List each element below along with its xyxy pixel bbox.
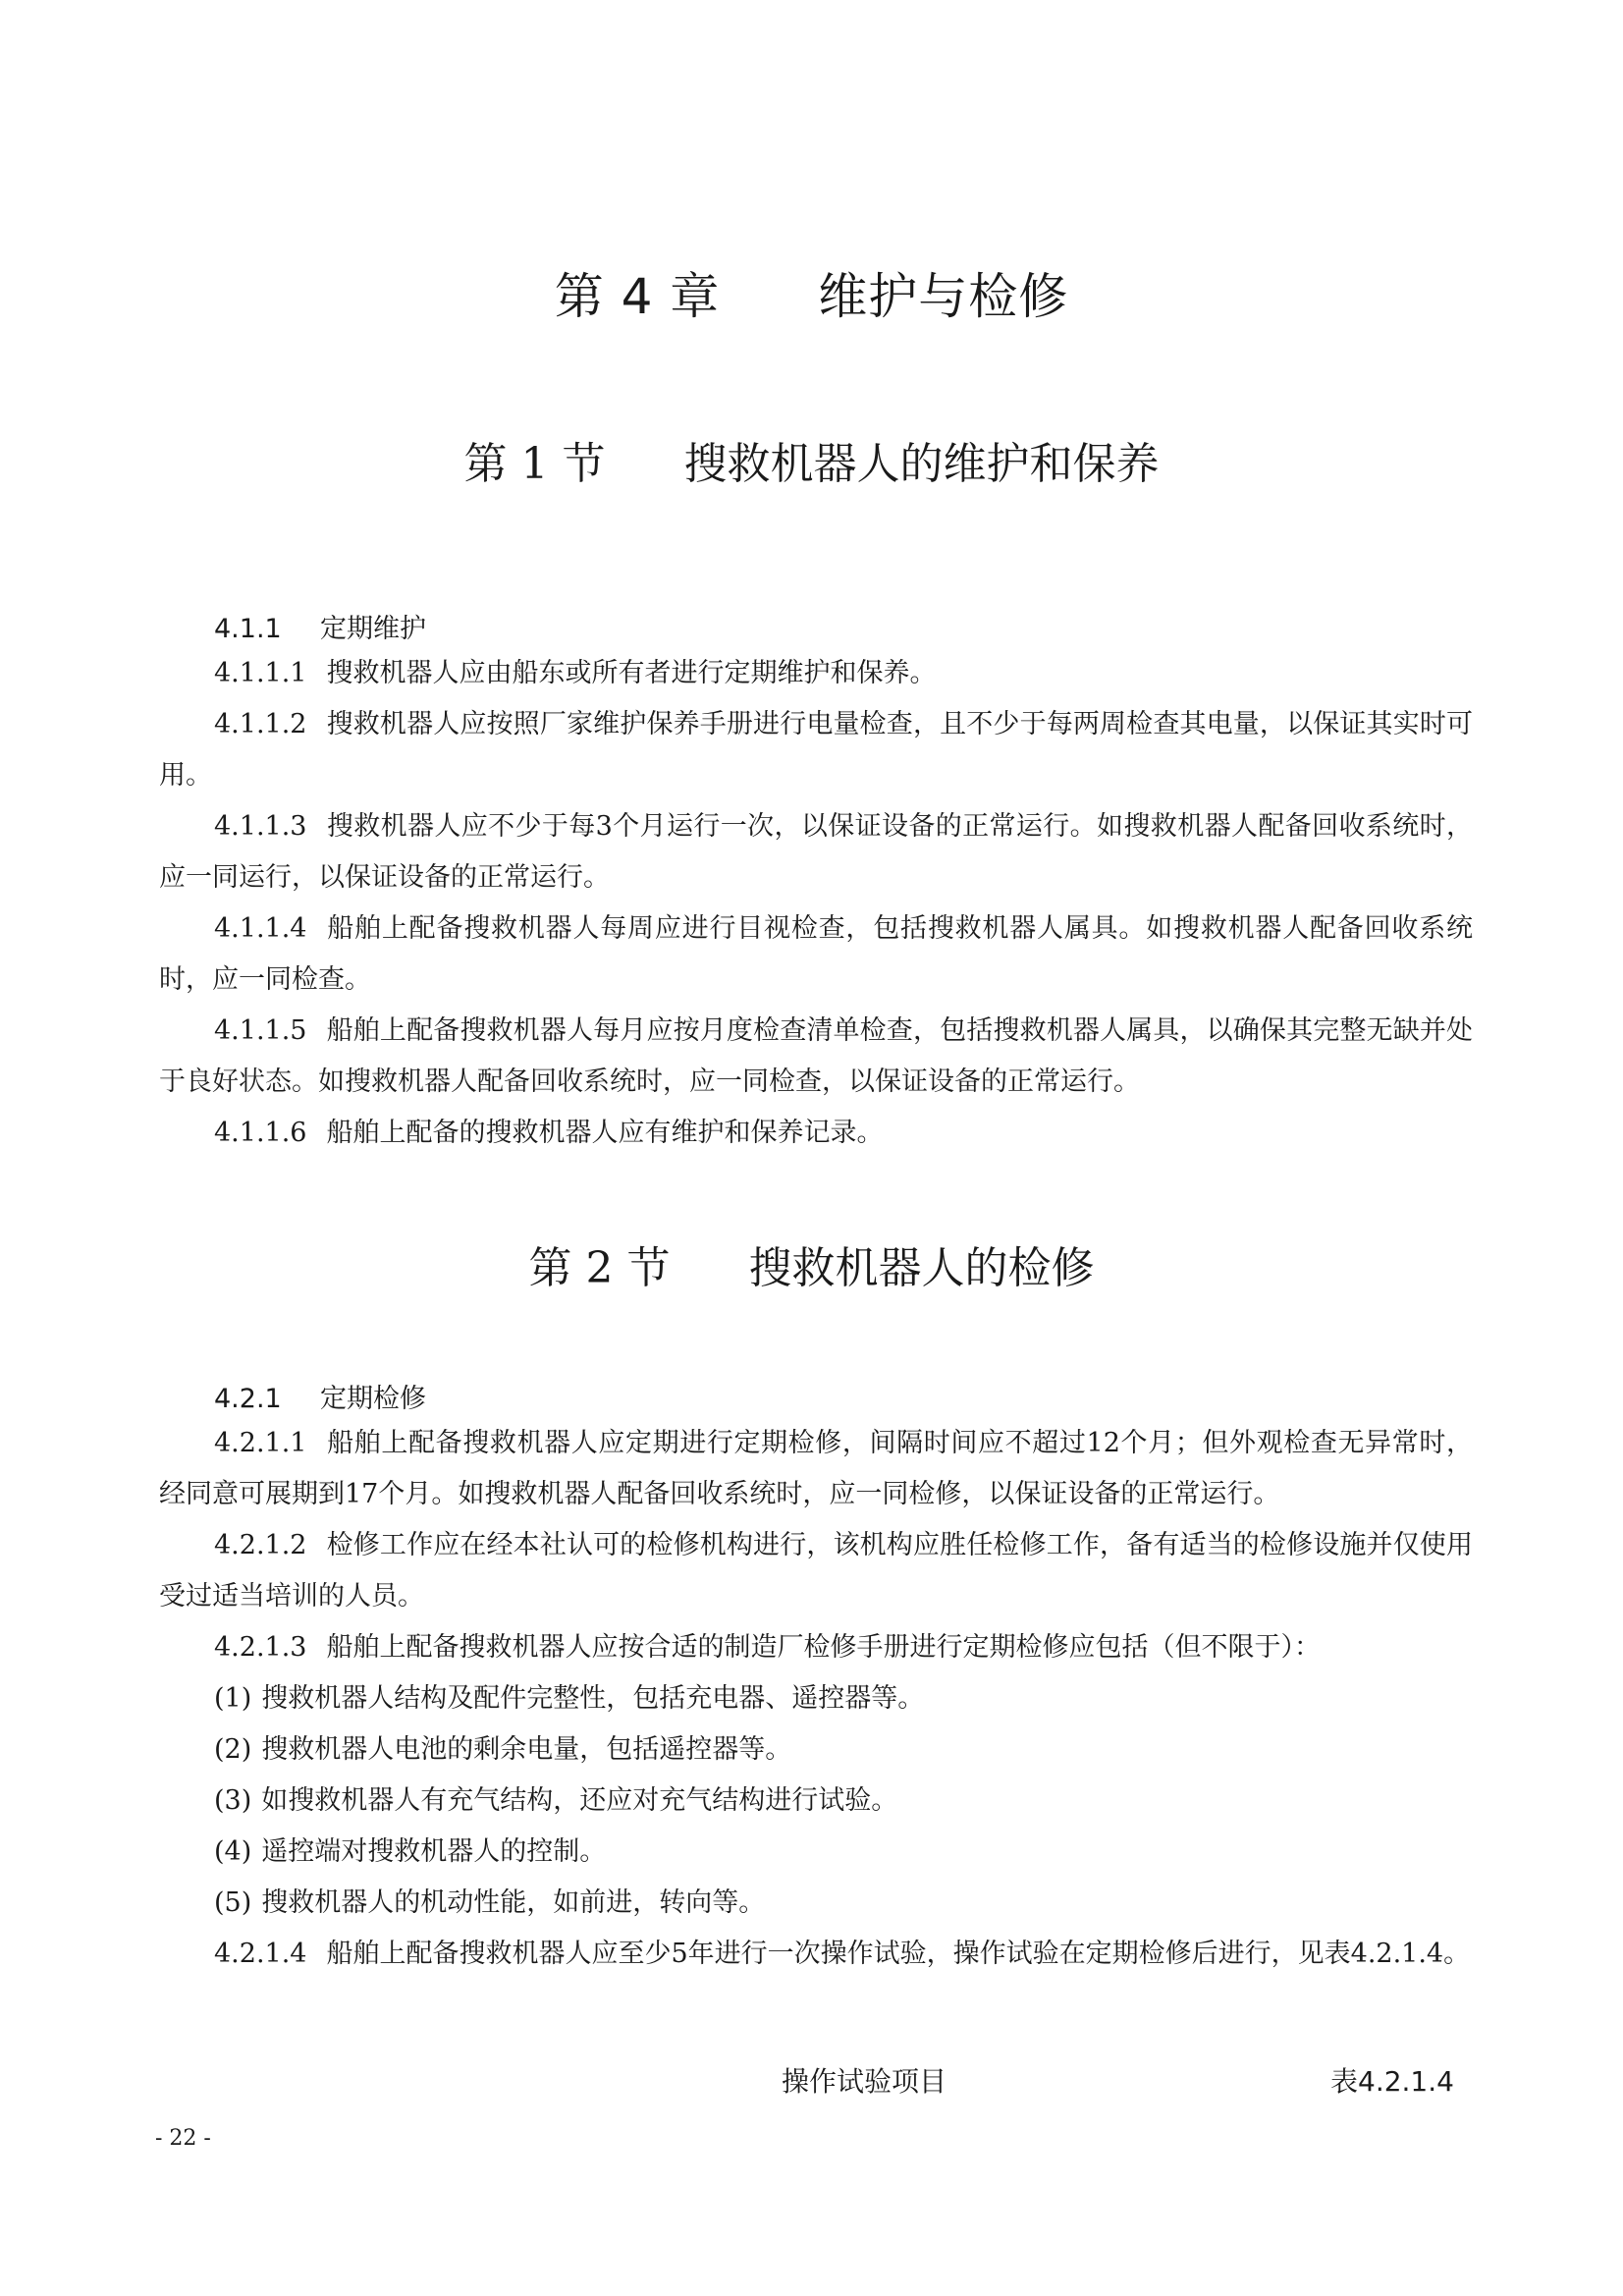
paragraph-4-2-1-4: 4.2.1.4 船舶上配备搜救机器人应至少5年进行一次操作试验，操作试验在定期检修后进行，见表4.2.1.4。	[214, 1939, 1471, 1969]
paragraph-4-2-1-1: 4.2.1.1 船舶上配备搜救机器人应定期进行定期检修，间隔时间应不超过12个月；但外观检查无异常时，经同意可展期到17个月。如搜救机器人配备回收系统时，应一同检修，以保证设备的正常运行。	[159, 1428, 1473, 1509]
paragraph-4-1-1-1: 4.1.1.1 搜救机器人应由船东或所有者进行定期维护和保养。	[214, 658, 937, 688]
section-1-number: 第 1 节	[463, 439, 606, 489]
list-item: (3) 如搜救机器人有充气结构，还应对充气结构进行试验。	[214, 1785, 898, 1816]
list-item: (4) 遥控端对搜救机器人的控制。	[214, 1836, 607, 1867]
paragraph-4-2-1-3: 4.2.1.3 船舶上配备搜救机器人应按合适的制造厂检修手册进行定期检修应包括（但不限于）：	[214, 1632, 1321, 1663]
section-2-title	[0, 1232, 1623, 1295]
heading-4-2-1	[214, 1377, 426, 1415]
list-item: (2) 搜救机器人电池的剩余电量，包括遥控器等。	[214, 1734, 792, 1765]
section-1-name: 搜救机器人的维护和保养	[683, 439, 1160, 489]
list-item: (5) 搜救机器人的机动性能，如前进，转向等。	[214, 1887, 766, 1918]
paragraph-4-1-1-6: 4.1.1.6 船舶上配备的搜救机器人应有维护和保养记录。	[214, 1118, 884, 1148]
section-1-title	[0, 428, 1623, 491]
paragraph-4-2-1-2: 4.2.1.2 检修工作应在经本社认可的检修机构进行，该机构应胜任检修工作，备有适当的检修设施并仅使用受过适当培训的人员。	[159, 1530, 1473, 1612]
chapter-name: 维护与检修	[818, 268, 1069, 325]
paragraph-4-1-1-4: 4.1.1.4 船舶上配备搜救机器人每周应进行目视检查，包括搜救机器人属具。如搜救机器人配备回收系统时，应一同检查。	[159, 913, 1473, 995]
heading-number: 4.2.1	[214, 1384, 282, 1414]
heading-4-1-1	[214, 607, 426, 645]
paragraph-4-1-1-3: 4.1.1.3 搜救机器人应不少于每3个月运行一次，以保证设备的正常运行。如搜救机器人配备回收系统时，应一同运行，以保证设备的正常运行。	[159, 811, 1473, 893]
heading-number: 4.1.1	[214, 614, 282, 644]
heading-title: 定期维护	[320, 614, 426, 644]
chapter-number: 第 4 章	[554, 268, 721, 325]
list-item: (1) 搜救机器人结构及配件完整性，包括充电器、遥控器等。	[214, 1683, 925, 1714]
chapter-title	[0, 257, 1623, 328]
table-caption-id: 表4.2.1.4	[1330, 2065, 1454, 2098]
paragraph-4-1-1-5: 4.1.1.5 船舶上配备搜救机器人每月应按月度检查清单检查，包括搜救机器人属具，以确保其完整无缺并处于良好状态。如搜救机器人配备回收系统时，应一同检查，以保证设备的正常运行。	[159, 1015, 1473, 1097]
paragraph-4-1-1-2: 4.1.1.2 搜救机器人应按照厂家维护保养手册进行电量检查，且不少于每两周检查其电量，以保证其实时可用。	[159, 709, 1473, 791]
section-2-number: 第 2 节	[528, 1243, 671, 1293]
section-2-name: 搜救机器人的检修	[748, 1243, 1095, 1293]
page-number: - 22 -	[155, 2126, 211, 2151]
table-caption-title: 操作试验项目	[782, 2065, 947, 2098]
heading-title: 定期检修	[320, 1384, 426, 1414]
